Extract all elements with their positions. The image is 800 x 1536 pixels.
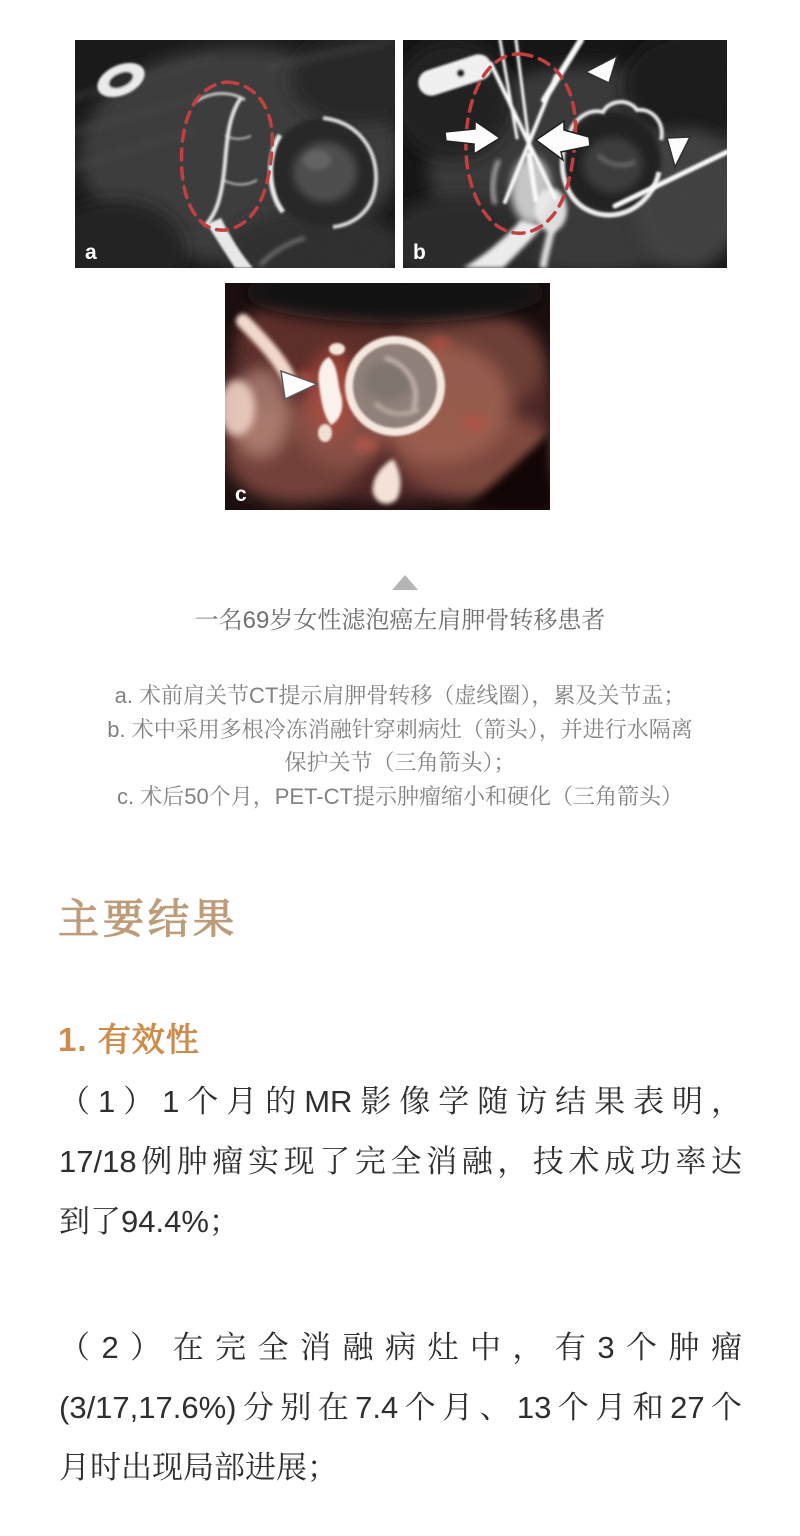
paragraph-line: (3/17,17.6%)分别在7.4个月、13个月和27个: [59, 1390, 742, 1425]
figure-caption-title: 一名69岁女性滤泡癌左肩胛骨转移患者: [194, 607, 606, 634]
ct-image-b: [403, 40, 727, 268]
panel-label-c: c: [235, 483, 247, 506]
caption-line-b: b. 术中采用多根冷冻消融针穿刺病灶（箭头），并进行水隔离: [107, 716, 693, 742]
paragraph-line: 到了94.4%；: [59, 1204, 240, 1239]
pet-ct-image-c: [225, 283, 550, 510]
results-paragraph-1: [59, 1072, 742, 1252]
caption-line-c: c. 术后50个月，PET-CT提示肿瘤缩小和硬化（三角箭头）: [117, 783, 683, 809]
up-triangle-icon: [392, 575, 418, 590]
caption-line-a: a. 术前肩关节CT提示肩胛骨转移（虚线圈），累及关节盂；: [114, 683, 686, 708]
paragraph-line: 17/18例肿瘤实现了完全消融，技术成功率达: [59, 1144, 742, 1179]
subsection-heading-effectiveness: 1. 有效性: [58, 1021, 200, 1058]
figure-panel-c[interactable]: [225, 283, 550, 510]
paragraph-line: 月时出现局部进展；: [59, 1450, 338, 1485]
caption-line-b2: 保护关节（三角箭头）；: [284, 750, 516, 775]
figure-caption-block: [40, 679, 760, 813]
figure-panel-a[interactable]: [75, 40, 395, 268]
panel-label-a: a: [85, 241, 97, 264]
ct-image-a: [75, 40, 395, 268]
section-title-main-results: 主要结果: [58, 896, 238, 942]
figure-panel-b[interactable]: [403, 40, 727, 268]
paragraph-line: （1）1个月的MR影像学随访结果表明，: [59, 1084, 742, 1119]
results-paragraph-2: [59, 1318, 742, 1498]
panel-label-b: b: [413, 241, 426, 264]
paragraph-line: （2）在完全消融病灶中，有3个肿瘤: [59, 1330, 742, 1365]
